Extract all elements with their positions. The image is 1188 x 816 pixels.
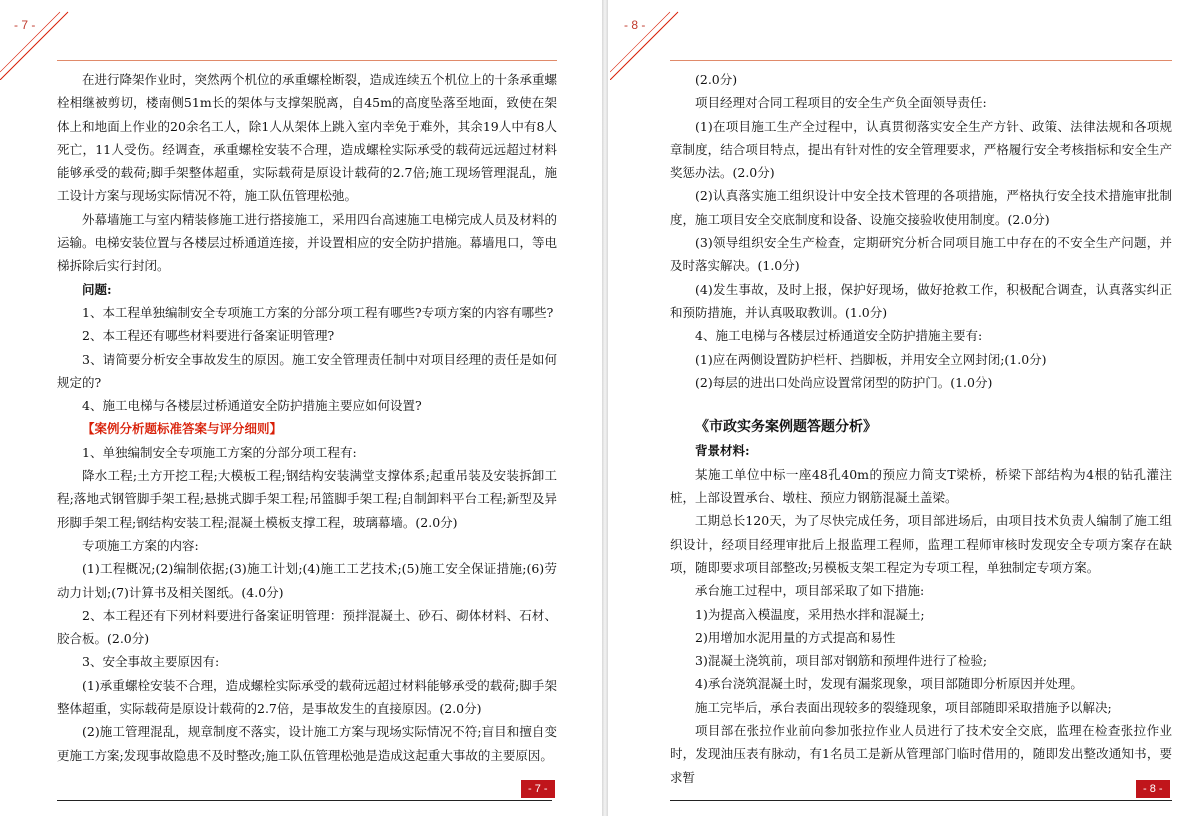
right-header-rule xyxy=(670,60,1172,61)
paragraph: 项目部在张拉作业前向参加张拉作业人员进行了技术安全交底，监理在检查张拉作业时，发现油压表有脉动，有1名员工是新从管理部门临时借用的，随即发出整改通知书，要求暂 xyxy=(670,723,1172,785)
paragraph: 背景材料: xyxy=(695,443,750,459)
paragraph: 《市政实务案例题答题分析》 xyxy=(695,419,877,436)
paragraph: 3)混凝土浇筑前，项目部对钢筋和预埋件进行了检验; xyxy=(695,653,988,669)
paragraph: 问题: xyxy=(82,281,112,297)
paragraph: 2)用增加水泥用量的方式提高和易性 xyxy=(695,629,896,645)
paragraph: 3、请简要分析安全事故发生的原因。施工安全管理责任制中对项目经理的责任是如何规定的? xyxy=(57,351,557,390)
left-page-content xyxy=(57,68,557,767)
paragraph: (1)在项目施工生产全过程中，认真贯彻落实安全生产方针、政策、法律法规和各项规章制度，结合项目特点，提出有针对性的安全管理要求，严格履行安全考核指标和安全生产奖惩办法。(2.0分) xyxy=(670,118,1172,181)
paragraph: (2)施工管理混乱，规章制度不落实，设计施工方案与现场实际情况不符;盲目和擅自变更施工方案;发现事故隐患不及时整改;施工队伍管理松弛是造成这起重大事故的主要原因。 xyxy=(57,724,557,763)
paragraph: (4)发生事故，及时上报，保护好现场，做好抢救工作，积极配合调查，认真落实纠正和预防措施，并认真吸取教训。(1.0分) xyxy=(670,281,1172,320)
right-page-number-bottom: - 8 - xyxy=(1136,780,1170,798)
paragraph: 专项施工方案的内容: xyxy=(82,537,199,553)
left-footer-rule xyxy=(57,800,552,801)
paragraph: (1)工程概况;(2)编制依据;(3)施工计划;(4)施工工艺技术;(5)施工安全保证措施;(6)劳动力计划;(7)计算书及相关图纸。(4.0分) xyxy=(57,561,557,600)
paragraph: (1)承重螺栓安装不合理，造成螺栓实际承受的载荷远超过材料能够承受的载荷;脚手架整体超重，实际载荷是原设计载荷的2.7倍，是事故发生的直接原因。(2.0分) xyxy=(57,677,557,717)
right-page-content xyxy=(670,68,1172,789)
paragraph: (3)领导组织安全生产检查，定期研究分析合同项目施工中存在的不安全生产问题，并及时落实解决。(1.0分) xyxy=(670,235,1172,274)
paragraph: (1)应在两侧设置防护栏杆、挡脚板，并用安全立网封闭;(1.0分) xyxy=(695,351,1047,367)
paragraph: 某施工单位中标一座48孔40m的预应力简支T梁桥，桥梁下部结构为4根的钻孔灌注桩，上部设置承台、墩柱、预应力钢筋混凝土盖梁。 xyxy=(670,466,1172,506)
paragraph: 4、施工电梯与各楼层过桥通道安全防护措施主要应如何设置? xyxy=(82,398,422,414)
paragraph: 【案例分析题标准答案与评分细则】 xyxy=(82,421,283,437)
paragraph: 项目经理对合同工程项目的安全生产负全面领导责任: xyxy=(695,95,987,111)
paragraph: 降水工程;土方开挖工程;大模板工程;钢结构安装满堂支撑体系;起重吊装及安装拆卸工程;落地式钢管脚手架工程;悬挑式脚手架工程;吊篮脚手架工程;自制卸料平台工程;新型及异形脚手架工程;钢结构安装工程;混凝土模板支撑工程，玻璃幕墙。(2.0分) xyxy=(57,468,557,530)
paragraph: (2.0分) xyxy=(695,72,738,87)
paragraph: 1)为提高入模温度，采用热水拌和混凝土; xyxy=(695,606,925,622)
right-footer-rule xyxy=(670,800,1172,801)
paragraph: 施工完毕后，承台表面出现较多的裂缝现象，项目部随即采取措施予以解决; xyxy=(695,699,1112,715)
paragraph: 承台施工过程中，项目部采取了如下措施: xyxy=(695,583,925,599)
paragraph: 2、本工程还有哪些材料要进行备案证明管理? xyxy=(82,328,335,344)
left-page-number-top: - 7 - xyxy=(14,18,36,32)
paragraph: 4)承台浇筑混凝土时，发现有漏浆现象，项目部随即分析原因并处理。 xyxy=(695,676,1083,692)
paragraph: (2)每层的进出口处尚应设置常闭型的防护门。(1.0分) xyxy=(695,374,993,390)
paragraph: 1、单独编制安全专项施工方案的分部分项工程有: xyxy=(82,444,357,460)
paragraph: 工期总长120天，为了尽快完成任务，项目部进场后，由项目技术负责人编制了施工组织设计，经项目经理审批后上报监理工程师，监理工程师审核时发现安全专项方案存在缺项，随即要求项目部整改;另模板支架工程定为专项工程，单独制定专项方案。 xyxy=(670,513,1172,575)
left-header-rule xyxy=(57,60,557,61)
left-page-number-bottom: - 7 - xyxy=(521,780,555,798)
paragraph: 3、安全事故主要原因有: xyxy=(82,654,220,670)
book-spine xyxy=(602,0,608,816)
paragraph: 1、本工程单独编制安全专项施工方案的分部分项工程有哪些?专项方案的内容有哪些? xyxy=(82,304,554,320)
paragraph: 2、本工程还有下列材料要进行备案证明管理：预拌混凝土、砂石、砌体材料、石材、胶合板。(2.0分) xyxy=(57,607,557,647)
right-page-number-top: - 8 - xyxy=(624,18,646,32)
paragraph: 外幕墙施工与室内精装修施工进行搭接施工，采用四台高速施工电梯完成人员及材料的运输。电梯安装位置与各楼层过桥通道连接，并设置相应的安全防护措施。幕墙甩口，等电梯拆除后实行封闭。 xyxy=(57,211,558,274)
right-page xyxy=(610,0,1188,816)
paragraph: 在进行降架作业时，突然两个机位的承重螺栓断裂，造成连续五个机位上的十条承重螺栓相继被剪切，楼南侧51m长的架体与支撑架脱离，自45m的高度坠落至地面，致使在架体上和地面上作业的20余名工人，除1人从架体上跳入室内幸免于难外，其余19人中有8人死亡，11人受伤。经调查，承重螺栓安装不合理，造成螺栓实际承受的载荷远远超过材料能够承受的载荷;脚手架整体超重，实际载荷是原设计载荷的2.7倍;施工现场管理混乱，施工设计方案与现场实际情况不符，施工队伍管理松弛。 xyxy=(57,72,558,204)
paragraph: 4、施工电梯与各楼层过桥通道安全防护措施主要有: xyxy=(695,328,983,344)
paragraph: (2)认真落实施工组织设计中安全技术管理的各项措施，严格执行安全技术措施审批制度，施工项目安全交底制度和设备、设施交接验收使用制度。(2.0分) xyxy=(670,188,1172,227)
